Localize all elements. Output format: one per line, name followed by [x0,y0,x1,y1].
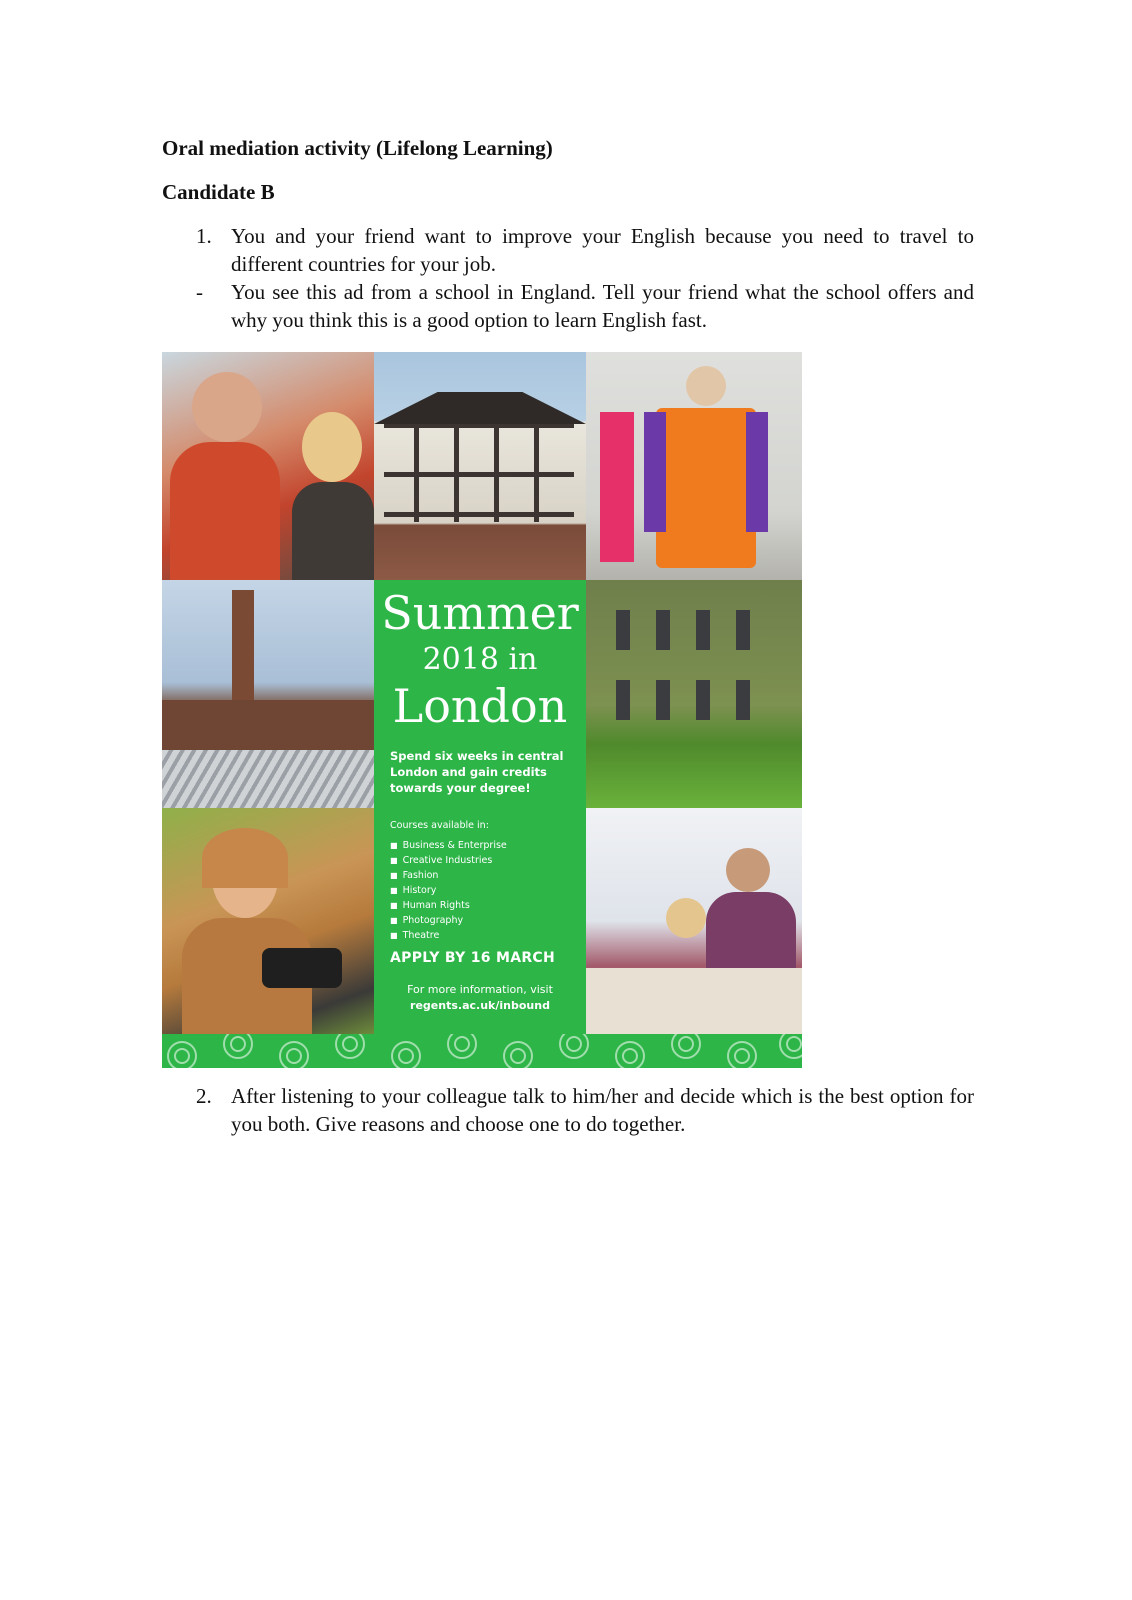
promo-tagline: Spend six weeks in central London and gain credits towards your degree! [390,749,564,795]
course-item: ■ Business & Enterprise [390,838,507,853]
decorative-pattern [162,1034,802,1068]
promo-title-city: London [392,679,568,733]
promo-panel [374,580,586,1034]
photo-student-camera [162,808,374,1034]
promo-content [374,580,586,1034]
photo-ivy-building [586,580,802,808]
course-list [390,838,507,943]
course-item: ■ Creative Industries [390,853,507,868]
course-item: ■ Theatre [390,928,507,943]
promo-title-summer: Summer [381,586,579,640]
promo-title-year: 2018 in [422,642,538,677]
instruction-item-1 [162,222,974,278]
course-item: ■ Fashion [390,868,507,883]
course-item: ■ Photography [390,913,507,928]
circle-pattern-icon [162,1034,802,1068]
courses-label: Courses available in: [390,820,489,831]
course-item: ■ History [390,883,507,898]
item-text: You and your friend want to improve your English because you need to travel to different countries for your job. [231,224,974,276]
document-title: Oral mediation activity (Lifelong Learning) [162,136,553,160]
photo-teacher-student [162,352,374,580]
photo-fashion-runway [586,352,802,580]
item-text: After listening to your colleague talk to him/her and decide which is the best option for you both. Give reasons and choose one to do together. [231,1084,974,1136]
school-advertisement [162,352,802,1068]
item-text: You see this ad from a school in England. Tell your friend what the school offers and why you think this is a good option to learn English fast. [231,280,974,332]
instruction-item-2 [162,1082,974,1138]
instruction-item-dash [162,278,974,334]
item-marker: 1. [196,224,212,248]
item-marker: 2. [196,1084,212,1108]
item-marker: - [196,280,203,304]
apply-deadline: APPLY BY 16 MARCH [390,950,556,966]
info-text: For more information, visit [407,983,553,996]
info-url: regents.ac.uk/inbound [410,999,550,1012]
photo-globe-theatre [374,352,586,580]
course-item: ■ Human Rights [390,898,507,913]
more-info [374,982,586,1014]
candidate-label: Candidate B [162,180,275,204]
photo-tate-modern [162,580,374,808]
photo-classroom [586,808,802,1034]
